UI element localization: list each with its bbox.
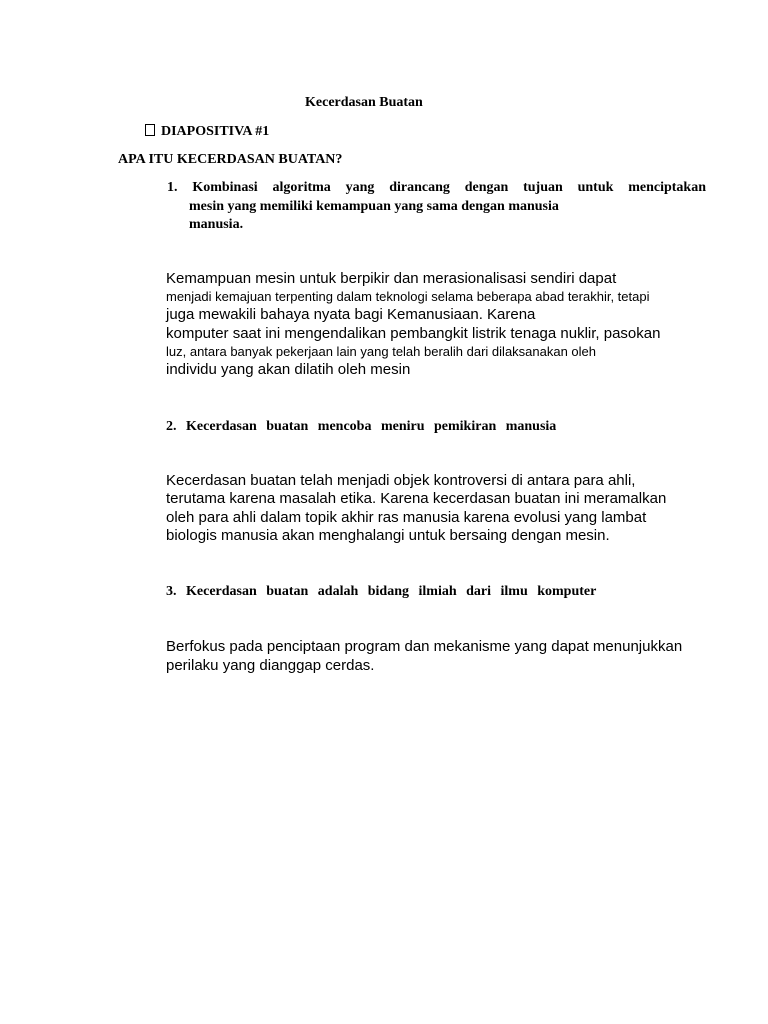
paragraph-3-line-1: Berfokus pada penciptaan program dan mekanisme yang dapat menunjukkan [166,638,683,655]
paragraph-1-line-2: menjadi kemajuan terpenting dalam teknologi selama beberapa abad terakhir, tetapi [166,289,650,304]
paragraph-2-line-1: Kecerdasan buatan telah menjadi objek kontroversi di antara para ahli, [166,472,636,489]
paragraph-1-line-1: Kemampuan mesin untuk berpikir dan merasionalisasi sendiri dapat [166,270,617,287]
paragraph-1-line-3: juga mewakili bahaya nyata bagi Kemanusiaan. Karena [166,306,536,323]
numbered-item-2: 2. Kecerdasan buatan mencoba meniru pemikiran manusia [166,419,557,434]
paragraph-2-line-2: terutama karena masalah etika. Karena kecerdasan buatan ini meramalkan [166,490,667,507]
paragraph-3-line-2: perilaku yang dianggap cerdas. [166,657,375,674]
document-title: Kecerdasan Buatan [305,95,423,110]
numbered-item-1-line-3: manusia. [189,217,244,232]
missing-glyph-box-icon [145,124,155,136]
paragraph-1-line-5: luz, antara banyak pekerjaan lain yang telah beralih dari dilaksanakan oleh [166,344,597,359]
paragraph-2-line-3: oleh para ahli dalam topik akhir ras manusia karena evolusi yang lambat [166,509,647,526]
paragraph-1-line-6: individu yang akan dilatih oleh mesin [166,361,411,378]
paragraph-1-line-4: komputer saat ini mengendalikan pembangkit listrik tenaga nuklir, pasokan [166,325,661,342]
numbered-item-3: 3. Kecerdasan buatan adalah bidang ilmiah dari ilmu komputer [166,584,597,599]
numbered-item-1-line-2: mesin yang memiliki kemampuan yang sama dengan manusia [189,199,559,214]
paragraph-2-line-4: biologis manusia akan menghalangi untuk bersaing dengan mesin. [166,527,610,544]
section-heading: APA ITU KECERDASAN BUATAN? [118,152,343,167]
slide-label: DIAPOSITIVA #1 [161,124,270,139]
slide-heading [145,124,269,139]
numbered-item-1-line-1: 1. Kombinasi algoritma yang dirancang dengan tujuan untuk menciptakan [167,180,706,195]
